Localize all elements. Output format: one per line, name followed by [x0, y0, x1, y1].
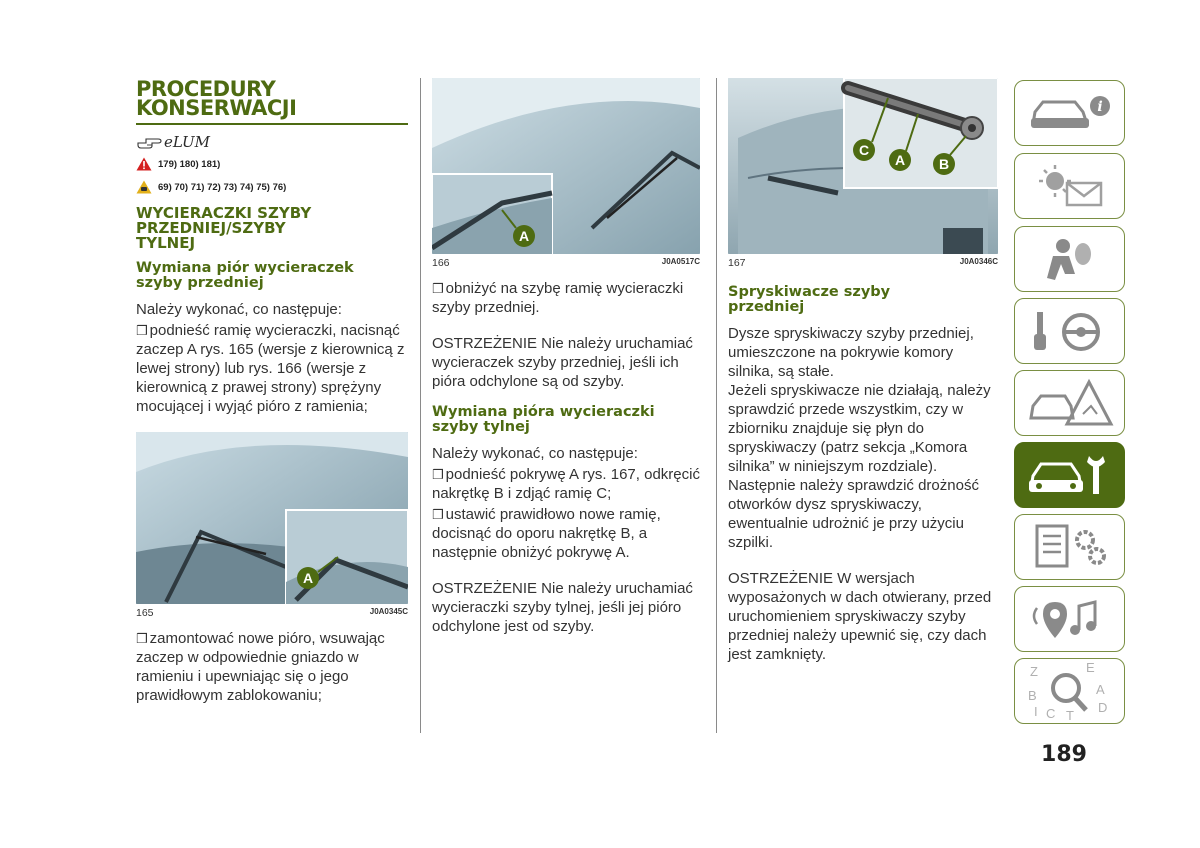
figure-label-a: A: [894, 152, 906, 168]
index-letter: C: [1045, 706, 1055, 721]
column-1: [136, 78, 408, 705]
step-text: ❒ ustawić prawidłowo nowe ramię, docisnąć do oporu nakrętkę B, a następnie obniżyć pokrywę A.: [432, 506, 661, 561]
step-text: ❒ zamontować nowe pióro, wsuwając zaczep w odpowiednie gniazdo w ramieniu i upewniając się o jego prawidłowym zablokowaniu;: [136, 630, 385, 704]
step-text: ❒ podnieść pokrywę A rys. 167, odkręcić nakrętkę B i zdjąć ramię C;: [432, 466, 700, 502]
warning-references: [136, 157, 408, 171]
paragraph: Jeżeli spryskiwacze nie działają, należy sprawdzić przede wszystkim, czy w zbiorniku znajduje się płyn do spryskiwaczy (patrz sekcja „Komora silnika” w niniejszym rozdziale).: [728, 382, 991, 475]
figure-code: J0A0346C: [959, 257, 998, 266]
sidebar-tab-index[interactable]: [1014, 658, 1125, 724]
index-letter: Z: [1029, 664, 1038, 679]
section-title: WYCIERACZKI SZYBY PRZEDNIEJ/SZYBY TYLNEJ: [136, 204, 312, 252]
index-letter: E: [1085, 660, 1095, 675]
page-number: 189: [1041, 742, 1087, 767]
figure-caption: [136, 607, 408, 619]
warning-triangle-icon: [136, 157, 152, 171]
warning-text: OSTRZEŻENIE W wersjach wyposażonych w dach otwierany, przed uruchomieniem spryskiwaczy szyby przedniej należy upewnić się, czy dach jest zamknięty.: [728, 570, 992, 663]
sidebar-tab-technical-data[interactable]: [1014, 514, 1125, 580]
sidebar-tab-multimedia[interactable]: [1014, 586, 1125, 652]
intro-text: Należy wykonać, co następuje:: [432, 445, 638, 462]
checkbox-bullet-icon: ❒: [432, 281, 444, 296]
index-letter: T: [1065, 708, 1074, 722]
sidebar-tab-car-warning[interactable]: [1014, 370, 1125, 436]
svg-text:i: i: [1096, 99, 1103, 115]
warning-text: OSTRZEŻENIE Nie należy uruchamiać wycieraczek szyby przedniej, jeśli ich pióra odchylone są od szyby.: [432, 335, 693, 390]
figure-code: J0A0345C: [369, 607, 408, 616]
checkbox-bullet-icon: ❒: [432, 507, 444, 522]
caution-refs-text: 69) 70) 71) 72) 73) 74) 75) 76): [158, 181, 287, 193]
alphabet-search-icon: [1020, 660, 1120, 722]
car-warning-icon: [1025, 378, 1115, 428]
figure-label-b: B: [938, 156, 950, 172]
windshield-wiper-illustration: [432, 78, 700, 254]
step-text: ❒ podnieść ramię wycieraczki, nacisnąć zaczep A rys. 165 (wersje z kierownicą z lewej strony) lub rys. 166 (wersje z kierownicą z prawej strony) sprężyny mocującej i wyjąć pióro z ramienia;: [136, 322, 405, 415]
page-title: PROCEDURY KONSERWACJI: [136, 77, 297, 120]
intro-text: Należy wykonać, co następuje:: [136, 301, 342, 318]
title-rule: [136, 123, 408, 125]
symbol-text: eLUM: [164, 133, 211, 151]
sun-mail-icon: [1025, 161, 1115, 211]
windshield-wiper-illustration: [136, 432, 408, 604]
sidebar-tab-airbag[interactable]: [1014, 226, 1125, 292]
figure-number: 165: [136, 607, 154, 619]
caution-triangle-icon: [136, 180, 152, 194]
car-info-icon: [1025, 88, 1115, 138]
figure-code: J0A0517C: [661, 257, 700, 266]
sidebar-tab-maintenance[interactable]: [1014, 442, 1125, 508]
subsection-title: Wymiana pióra wycieraczki szyby tylnej: [432, 404, 655, 435]
warning-refs-text: 179) 180) 181): [158, 158, 221, 170]
sidebar-tab-car-info[interactable]: [1014, 80, 1125, 146]
airbag-person-icon: [1025, 234, 1115, 284]
figure-167: [728, 78, 998, 254]
warning-text: OSTRZEŻENIE Nie należy uruchamiać wycieraczki szyby tylnej, jeśli jej pióro odchylone jest od szyby.: [432, 580, 693, 635]
checkbox-bullet-icon: ❒: [432, 467, 444, 482]
figure-label-c: C: [858, 142, 870, 158]
checkbox-bullet-icon: ❒: [136, 631, 148, 646]
step-text: ❒ obniżyć na szybę ramię wycieraczki szyby przedniej.: [432, 280, 684, 316]
caution-references: [136, 180, 408, 194]
music-location-icon: [1025, 594, 1115, 644]
figure-label-a: A: [518, 228, 530, 244]
rear-wiper-illustration: [728, 78, 998, 254]
figure-caption: [728, 257, 998, 269]
index-letter: D: [1097, 700, 1107, 715]
paragraph: Dysze spryskiwaczy szyby przedniej, umieszczone na pokrywie komory silnika, są stałe.: [728, 325, 974, 380]
version-symbol: [136, 133, 408, 151]
checkbox-bullet-icon: ❒: [136, 323, 148, 338]
column-divider: [420, 78, 421, 733]
figure-165: [136, 432, 408, 604]
paragraph: Następnie należy sprawdzić drożność otworków dysz spryskiwaczy, ewentualnie udrożnić je przy użyciu szpilki.: [728, 477, 979, 551]
index-letter: B: [1027, 688, 1037, 703]
figure-caption: [432, 257, 700, 269]
column-divider: [716, 78, 717, 733]
index-letter: I: [1033, 704, 1038, 719]
pointing-hand-icon: [136, 134, 162, 150]
subsection-title: Spryskiwacze szyby przedniej: [728, 284, 891, 315]
column-3: [728, 78, 998, 664]
document-gears-icon: [1025, 522, 1115, 572]
index-letter: A: [1095, 682, 1105, 697]
sidebar-tab-sun-mail[interactable]: [1014, 153, 1125, 219]
column-2: [432, 78, 700, 636]
sidebar-tab-key-steering[interactable]: [1014, 298, 1125, 364]
subsection-title: Wymiana piór wycieraczek szyby przedniej: [136, 260, 354, 291]
car-wrench-icon: [1025, 450, 1115, 500]
figure-label-a: A: [302, 570, 314, 586]
key-steering-icon: [1025, 306, 1115, 356]
figure-number: 166: [432, 257, 450, 269]
figure-number: 167: [728, 257, 746, 269]
figure-166: [432, 78, 700, 254]
